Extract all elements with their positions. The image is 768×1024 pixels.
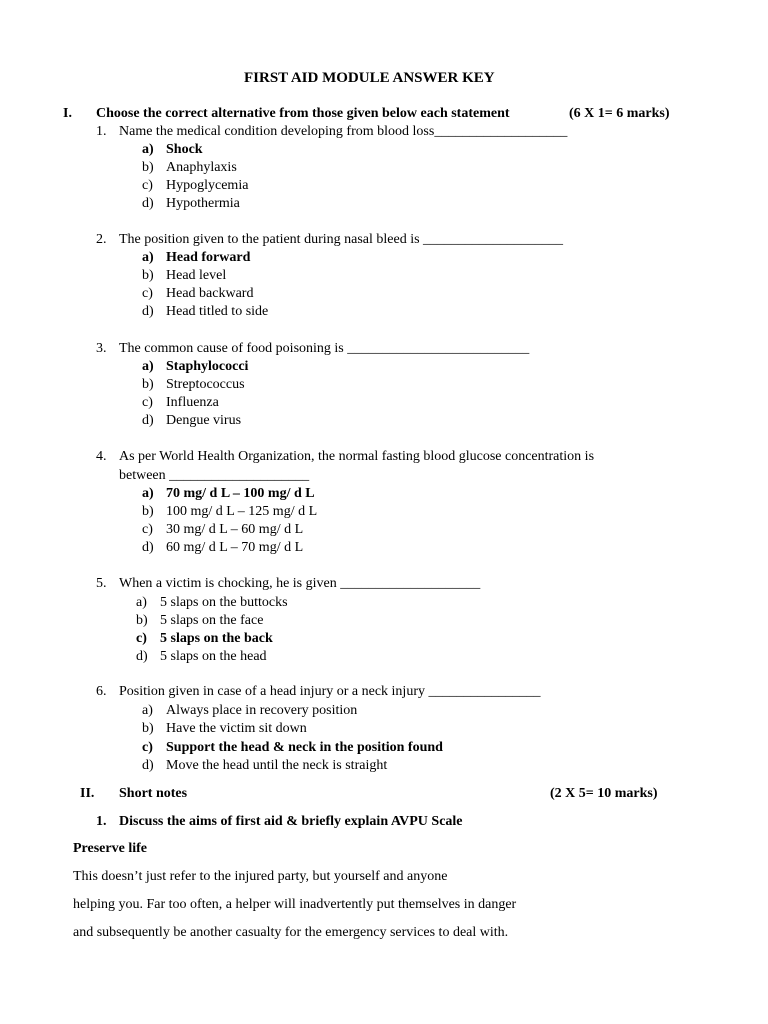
- option-letter: a): [142, 142, 154, 157]
- option-letter: c): [136, 631, 147, 646]
- option-letter: a): [142, 250, 154, 265]
- section-2-marks: (2 X 5= 10 marks): [550, 786, 658, 801]
- option-text: 5 slaps on the head: [160, 649, 267, 664]
- option-letter: a): [142, 486, 154, 501]
- option-letter: c): [142, 522, 153, 537]
- option-letter: b): [142, 504, 154, 519]
- option-text: Hypothermia: [166, 196, 240, 211]
- question-number: 4.: [96, 449, 107, 464]
- question-text: When a victim is chocking, he is given ____________________: [119, 576, 481, 591]
- option-text: 5 slaps on the face: [160, 613, 264, 628]
- section-2-numeral: II.: [80, 786, 95, 801]
- question-number: 6.: [96, 684, 107, 699]
- option-letter: c): [142, 178, 153, 193]
- question-text: As per World Health Organization, the normal fasting blood glucose concentration is: [119, 449, 595, 464]
- option-text: Dengue virus: [166, 413, 242, 428]
- short-note-question: Discuss the aims of first aid & briefly explain AVPU Scale: [119, 814, 463, 829]
- option-text: Hypoglycemia: [166, 178, 249, 193]
- section-2-heading: Short notes: [119, 786, 188, 801]
- option-text: Head titled to side: [166, 304, 269, 319]
- paragraph-line: helping you. Far too often, a helper will inadvertently put themselves in danger: [73, 897, 517, 912]
- option-letter: d): [142, 304, 154, 319]
- short-note-number: 1.: [96, 814, 107, 829]
- option-letter: a): [142, 359, 154, 374]
- option-letter: c): [142, 395, 153, 410]
- option-text: Streptococcus: [166, 377, 245, 392]
- option-text: Have the victim sit down: [166, 721, 307, 736]
- question-number: 2.: [96, 232, 107, 247]
- option-letter: b): [142, 377, 154, 392]
- option-text: 5 slaps on the buttocks: [160, 595, 288, 610]
- question-text: Name the medical condition developing from blood loss___________________: [119, 124, 568, 139]
- option-text-correct: Staphylococci: [166, 359, 249, 374]
- option-text-correct: Shock: [166, 142, 203, 157]
- option-letter: d): [142, 758, 154, 773]
- option-text: 30 mg/ d L – 60 mg/ d L: [166, 522, 304, 537]
- option-text: Anaphylaxis: [166, 160, 237, 175]
- option-letter: b): [142, 721, 154, 736]
- option-letter: a): [136, 595, 147, 610]
- question-text: The position given to the patient during nasal bleed is ____________________: [119, 232, 564, 247]
- question-number: 5.: [96, 576, 107, 591]
- option-text: 100 mg/ d L – 125 mg/ d L: [166, 504, 318, 519]
- option-text-correct: Support the head & neck in the position found: [166, 740, 443, 755]
- paragraph-line: and subsequently be another casualty for the emergency services to deal with.: [73, 925, 509, 940]
- question-number: 1.: [96, 124, 107, 139]
- section-1-heading: Choose the correct alternative from those given below each statement: [96, 106, 510, 121]
- paragraph-line: This doesn’t just refer to the injured party, but yourself and anyone: [73, 869, 448, 884]
- option-letter: c): [142, 286, 153, 301]
- page-title: FIRST AID MODULE ANSWER KEY: [244, 70, 495, 86]
- question-number: 3.: [96, 341, 107, 356]
- option-text-correct: Head forward: [166, 250, 251, 265]
- subheading-preserve-life: Preserve life: [73, 841, 147, 856]
- section-1-marks: (6 X 1= 6 marks): [569, 106, 670, 121]
- option-letter: c): [142, 740, 153, 755]
- option-letter: d): [142, 196, 154, 211]
- question-text: The common cause of food poisoning is __________________________: [119, 341, 530, 356]
- question-text: Position given in case of a head injury or a neck injury ________________: [119, 684, 541, 699]
- option-text: Head backward: [166, 286, 254, 301]
- option-text: Move the head until the neck is straight: [166, 758, 388, 773]
- section-1-numeral: I.: [63, 106, 72, 121]
- option-letter: a): [142, 703, 153, 718]
- option-text: Head level: [166, 268, 227, 283]
- option-text: Always place in recovery position: [166, 703, 358, 718]
- option-letter: b): [142, 268, 154, 283]
- option-letter: d): [142, 540, 154, 555]
- option-letter: b): [142, 160, 154, 175]
- option-letter: b): [136, 613, 148, 628]
- option-letter: d): [142, 413, 154, 428]
- question-text-continued: between ____________________: [119, 468, 310, 483]
- option-letter: d): [136, 649, 148, 664]
- option-text-correct: 70 mg/ d L – 100 mg/ d L: [166, 486, 315, 501]
- option-text: 60 mg/ d L – 70 mg/ d L: [166, 540, 304, 555]
- option-text-correct: 5 slaps on the back: [160, 631, 273, 646]
- option-text: Influenza: [166, 395, 219, 410]
